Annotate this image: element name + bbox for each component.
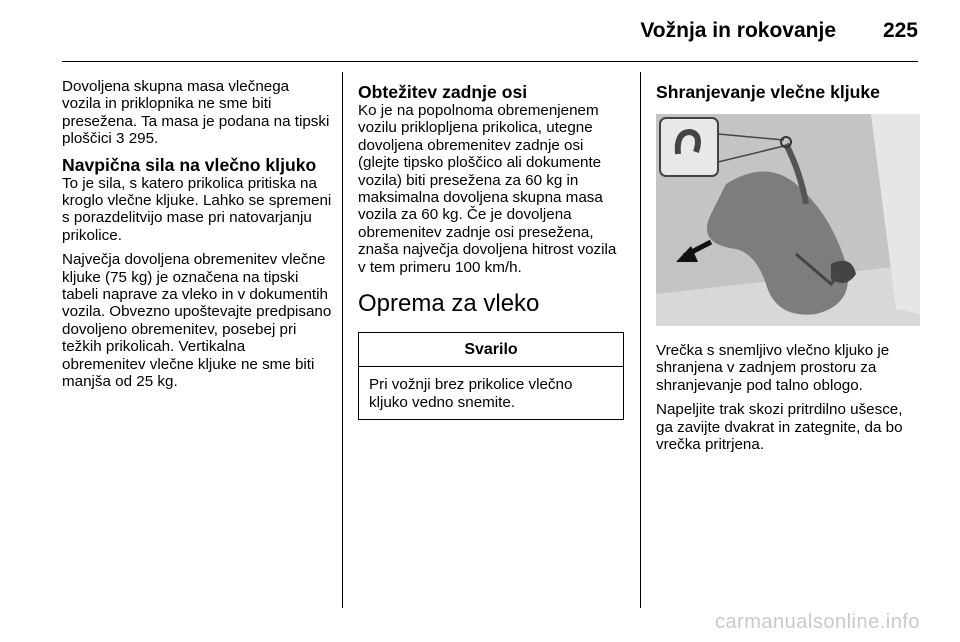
column-1: [62, 78, 332, 398]
header-rule: [62, 61, 918, 62]
paragraph: To je sila, s katero prikolica pritiska na kroglo vlečne kljuke. Lahko se spremeni s porazdelitvijo mase pri natovarjanju prikolice.: [62, 174, 332, 244]
column-2: [358, 78, 624, 420]
section-heading-vertical-load: Navpična sila na vlečno kljuko: [62, 154, 317, 175]
header-title: Vožnja in rokovanje: [640, 19, 836, 42]
section-heading-rear-axle: Obtežitev zadnje osi: [358, 82, 528, 102]
column-divider: [640, 72, 641, 608]
page-reference[interactable]: 3 295.: [116, 130, 159, 148]
warning-text: Pri vožnji brez prikolice vlečno kljuko vedno snemite.: [369, 376, 573, 411]
paragraph: Napeljite trak skozi pritrdilno ušesce, ga zavijte dvakrat in zategnite, da bo vrečka pritrjena.: [656, 401, 903, 454]
paragraph: Največja dovoljena obremenitev vlečne kljuke (75 kg) je označena na tipski tabeli naprave za vleko in v dokumentih vozila. Obvezno upoštevajte predpisano dovoljeno obremenitev, posebej pri težkih prikolicah. Vertikalna obremenitev vlečne kljuke ne sme biti manjša od 25 kg.: [62, 251, 332, 391]
tow-hook-bag-illustration: [656, 114, 920, 326]
page-number: 225: [882, 19, 918, 42]
illustration-svg: [656, 114, 920, 326]
section-heading-tow-hook-storage: Shranjevanje vlečne kljuke: [656, 82, 880, 102]
page-header: [0, 0, 960, 62]
column-divider: [342, 72, 343, 608]
column-3: [656, 78, 920, 460]
watermark: carmanualsonline.info: [714, 611, 920, 633]
paragraph: Ko je na popolnoma obremenjenem vozilu priklopljena prikolica, utegne dovoljena obremenitev zadnje osi (glejte tipsko ploščico ali dokumente vozila) biti presežena za 60 kg in maksimalna dovoljena skupna masa vozila za 60 kg. Če je dovoljena obremenitev zadnje osi presežena, znaša največja dovoljena hitrost vozila v tem primeru 100 km/h.: [358, 102, 617, 276]
warning-box: [358, 332, 624, 420]
intro-text: Dovoljena skupna masa vlečnega vozila in priklopnika ne sme biti presežena. Ta masa je podana na tipski ploščici: [62, 78, 330, 148]
chapter-heading-towing-equipment: Oprema za vleko: [358, 290, 540, 318]
intro-paragraph: [62, 78, 332, 148]
warning-title: Svarilo: [359, 333, 623, 367]
paragraph: Vrečka s snemljivo vlečno kljuko je shranjena v zadnjem prostoru za shranjevanje pod talno oblogo.: [656, 342, 890, 394]
